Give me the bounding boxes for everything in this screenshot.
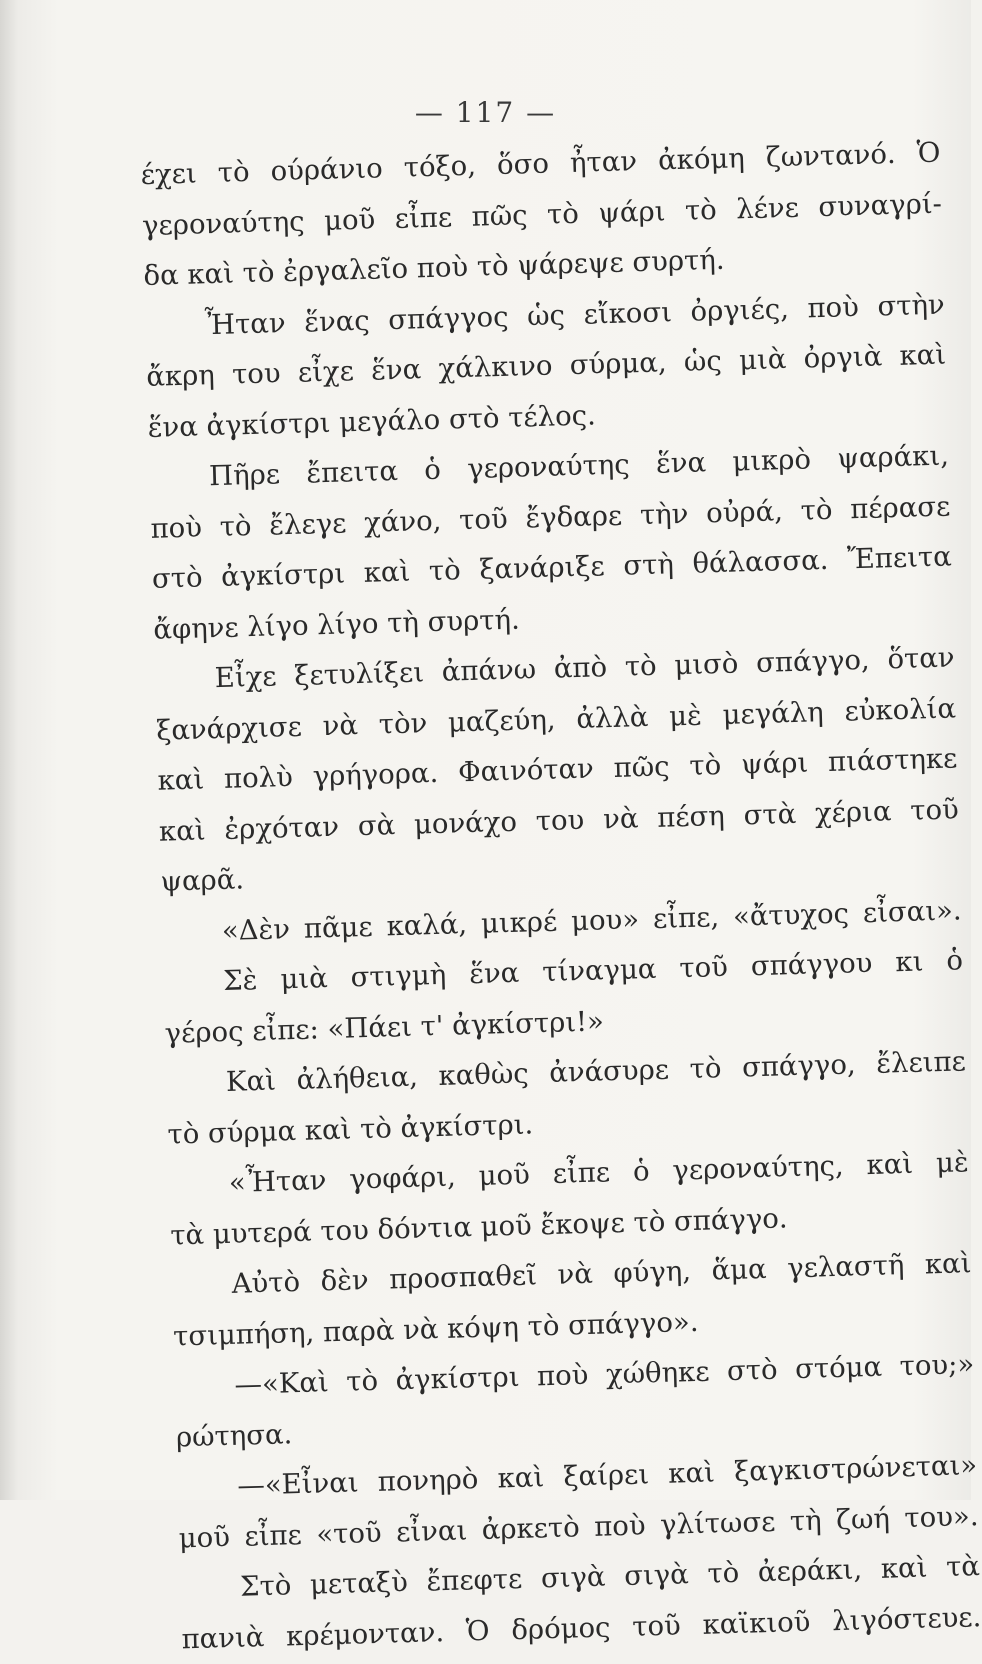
binding-shadow (0, 0, 18, 1500)
text-line: ἄκρη του εἶχε ἕνα χάλκινο σύρμα, ὡς μιὰ ὀργιὰ καὶ (145, 338, 947, 393)
text-line: Εἶχε ξετυλίξει ἀπάνω ἀπὸ τὸ μισὸ σπάγγο, ὅταν (214, 641, 955, 695)
text-line: Στὸ μεταξὺ ἔπεφτε σιγὰ σιγὰ τὸ ἀεράκι, καὶ τὰ (239, 1550, 981, 1603)
text-line: γεροναύτης μοῦ εἶπε πῶς τὸ ψάρι τὸ λένε συναγρί- (141, 187, 943, 242)
text-line: Ἦταν ἕνας σπάγγος ὡς εἴκοσι ὀργιές, ποὺ στὴν (204, 288, 946, 341)
text-line: ἕνα ἀγκίστρι μεγάλο στὸ τέλος. (147, 398, 597, 444)
page-number: — 117 — (414, 96, 557, 129)
body-text (140, 128, 982, 1664)
text-line: Πῆρε ἔπειτα ὁ γεροναύτης ἕνα μικρὸ ψαράκι, (208, 439, 950, 493)
text-line: ρώτησα. (175, 1417, 293, 1453)
text-line: δα καὶ τὸ ἐργαλεῖο ποὺ τὸ ψάρεψε συρτή. (143, 243, 725, 292)
text-line: «Δὲν πᾶμε καλά, μικρέ μου» εἶπε, «ἄτυχος εἶσαι». (221, 893, 962, 947)
text-line: —«Εἶναι πονηρὸ καὶ ξαίρει καὶ ξαγκιστρώνεται» (236, 1449, 978, 1502)
text-line: έχει τὸ ούράνιο τόξο, ὅσο ἦταν ἀκόμη ζωντανό. Ὁ (140, 136, 941, 191)
text-line: «Ἦταν γοφάρι, μοῦ εἶπε ὁ γεροναύτης, καὶ μὲ (228, 1146, 970, 1199)
text-line: τὰ μυτερά του δόντια μοῦ ἔκοψε τὸ σπάγγο. (169, 1201, 788, 1252)
text-line: Καὶ ἀλήθεια, καθὼς ἀνάσυρε τὸ σπάγγο, ἔλειπε (225, 1045, 967, 1098)
text-line: στὸ ἀγκίστρι καὶ τὸ ξανάριξε στὴ θάλασσα. Ἔπειτα (151, 540, 953, 595)
text-line: καὶ πολὺ γρήγορα. Φαινόταν πῶς τὸ ψάρι πιάστηκε (157, 742, 958, 797)
text-line: —«Καὶ τὸ ἀγκίστρι ποὺ χώθηκε στὸ στόμα του;» (234, 1348, 975, 1401)
text-line: γέρος εἶπε: «Πάει τ' ἀγκίστρι!» (164, 1004, 605, 1050)
text-line: Αὐτὸ δὲν προσπαθεῖ νὰ φύγη, ἅμα γελαστῆ καὶ (231, 1247, 972, 1300)
text-line: πανιὰ κρέμονταν. Ὁ δρόμος τοῦ καϊκιοῦ λιγόστευε. (181, 1600, 982, 1655)
text-line: καὶ ἐρχόταν σὰ μονάχο του νὰ πέση στὰ χέρια τοῦ (158, 792, 960, 848)
text-line: τσιμπήση, παρὰ νὰ κόψη τὸ σπάγγο». (172, 1305, 699, 1353)
text-line: μοῦ εἶπε «τοῦ εἶναι ἀρκετὸ ποὺ γλίτωσε τὴ ζωή του». (178, 1499, 979, 1554)
text-line: Σὲ μιὰ στιγμὴ ἕνα τίναγμα τοῦ σπάγγου κι ὁ (222, 944, 964, 997)
text-line: ποὺ τὸ ἔλεγε χάνο, τοῦ ἔγδαρε τὴν οὐρά, τὸ πέρασε (150, 490, 951, 545)
text-line: ἄφηνε λίγο λίγο τὴ συρτή. (152, 603, 521, 646)
text-line: ψαρᾶ. (159, 863, 245, 898)
text-line: ξανάρχισε νὰ τὸν μαζεύη, ἀλλὰ μὲ μεγάλη εὐκολία (155, 691, 957, 747)
text-line: τὸ σύρμα καὶ τὸ ἀγκίστρι. (167, 1107, 534, 1151)
